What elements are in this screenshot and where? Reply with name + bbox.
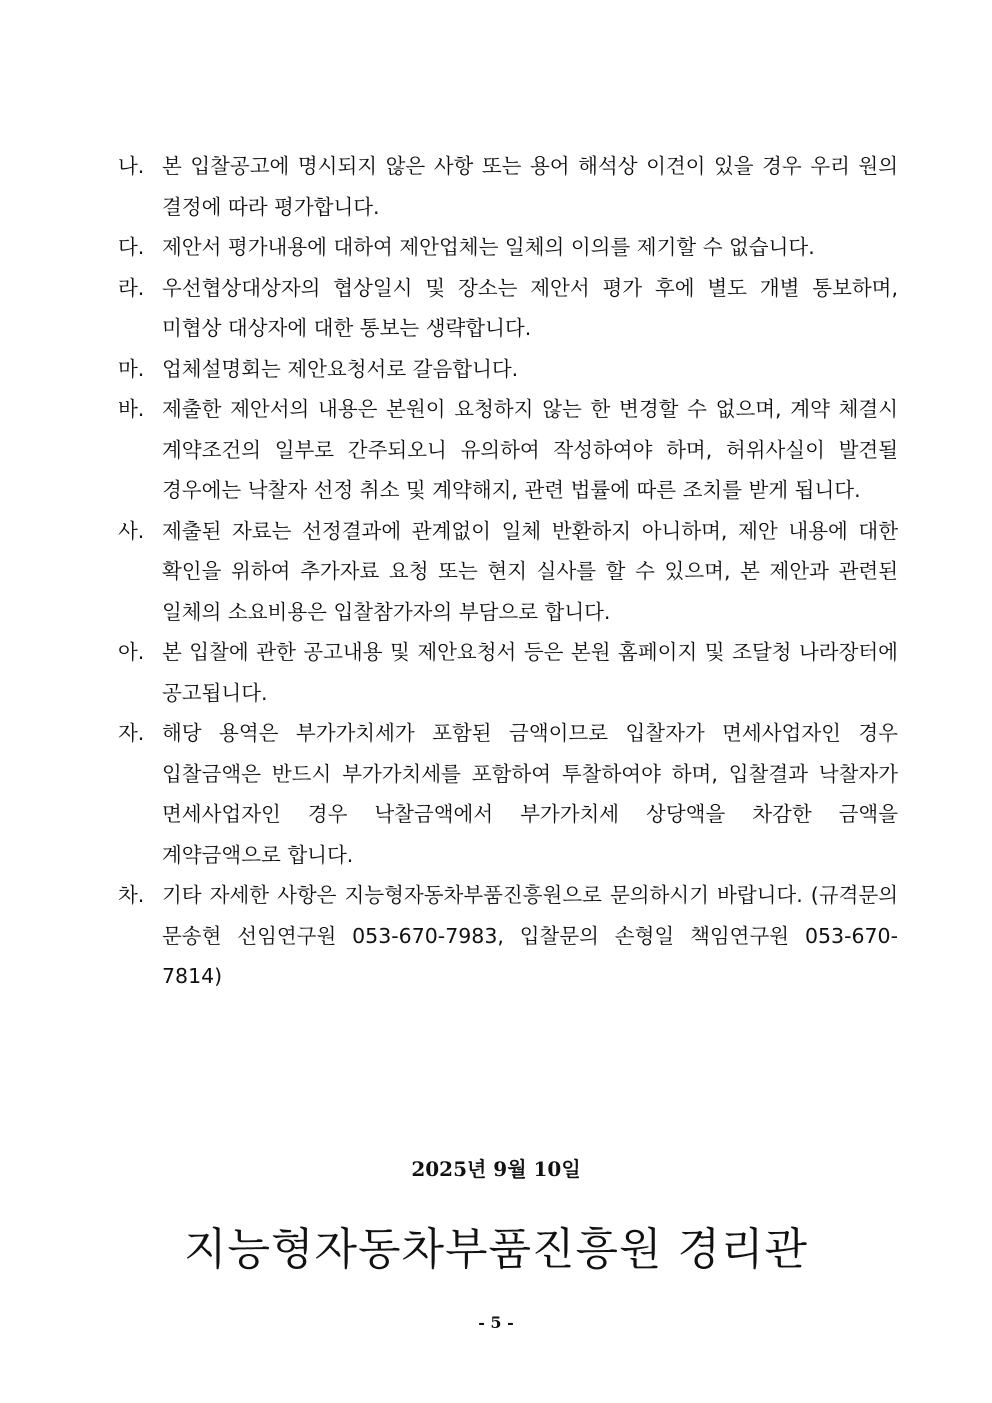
item-marker: 바. bbox=[118, 397, 145, 421]
item-text: 제출된 자료는 선정결과에 관계없이 일체 반환하지 아니하며, 제안 내용에 대한 확인을 위하여 추가자료 요청 또는 현지 실사를 할 수 있으며, 본 제안과 관련된 일체의 소요비용은 입찰참가자의 부담으로 합니다. bbox=[162, 518, 898, 624]
item-marker: 차. bbox=[118, 883, 145, 907]
item-text: 본 입찰에 관한 공고내용 및 제안요청서 등은 본원 홈페이지 및 조달청 나라장터에 공고됩니다. bbox=[162, 640, 898, 705]
notice-item bbox=[118, 349, 898, 390]
item-marker: 나. bbox=[118, 154, 145, 178]
item-text: 제안서 평가내용에 대하여 제안업체는 일체의 이의를 제기할 수 없습니다. bbox=[162, 235, 815, 259]
item-marker: 라. bbox=[118, 275, 145, 300]
item-marker: 마. bbox=[118, 356, 145, 381]
item-text: 제출한 제안서의 내용은 본원이 요청하지 않는 한 변경할 수 없으며, 계약 체결시 계약조건의 일부로 간주되오니 유의하여 작성하여야 하며, 허위사실이 발견될 경우에는 낙찰자 선정 취소 및 계약해지, 관련 법률에 따른 조치를 받게 됩니다. bbox=[162, 397, 899, 502]
item-text: 해당 용역은 부가가치세가 포함된 금액이므로 입찰자가 면세사업자인 경우 입찰금액은 반드시 부가가치세를 포함하여 투찰하여야 하며, 입찰결과 낙찰자가 면세사업자인 경우 낙찰금액에서 부가가치세 상당액을 차감한 금액을 계약금액으로 합니다. bbox=[162, 721, 898, 867]
item-text: 기타 자세한 사항은 지능형자동차부품진흥원으로 문의하시기 바랍니다. (규격문의 문송현 선임연구원 053-670-7983, 입찰문의 손형일 책임연구원 053-670-7814) bbox=[162, 883, 898, 988]
item-text: 업체설명회는 제안요청서로 갈음합니다. bbox=[162, 356, 519, 381]
item-text: 우선협상대상자의 협상일시 및 장소는 제안서 평가 후에 별도 개별 통보하며, 미협상 대상자에 대한 통보는 생략합니다. bbox=[162, 275, 898, 340]
announcement-date: 2025년 9월 10일 bbox=[411, 1157, 581, 1181]
notice-item bbox=[118, 146, 898, 227]
page-number: - 5 - bbox=[478, 1313, 514, 1332]
notice-item bbox=[118, 227, 898, 268]
item-marker: 아. bbox=[118, 640, 145, 664]
item-marker: 자. bbox=[118, 721, 145, 745]
notice-item bbox=[118, 511, 898, 633]
notice-item bbox=[118, 875, 898, 997]
notice-item bbox=[118, 713, 898, 875]
issuer-signature-line: 지능형자동차부품진흥원 경리관 bbox=[183, 1224, 809, 1275]
notice-item bbox=[118, 389, 898, 511]
item-marker: 사. bbox=[118, 518, 145, 543]
notice-item bbox=[118, 632, 898, 713]
item-text: 본 입찰공고에 명시되지 않은 사항 또는 용어 해석상 이견이 있을 경우 우리 원의 결정에 따라 평가합니다. bbox=[162, 154, 898, 219]
notice-item bbox=[118, 268, 898, 349]
notice-item-list bbox=[118, 146, 898, 997]
item-marker: 다. bbox=[118, 235, 145, 259]
